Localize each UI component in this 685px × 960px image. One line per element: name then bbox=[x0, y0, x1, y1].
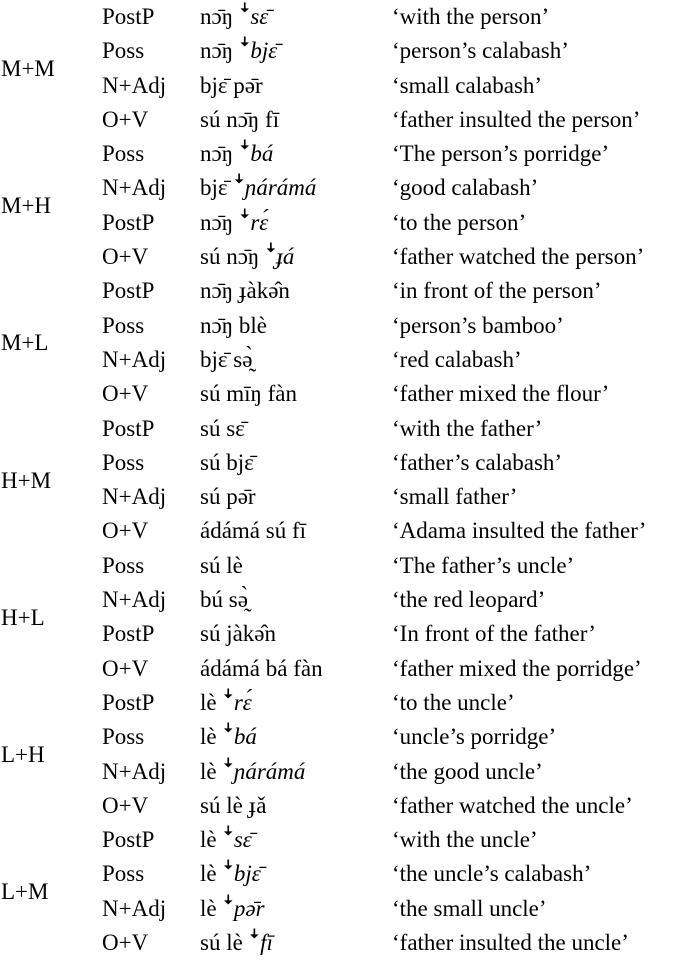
table-row bbox=[0, 652, 685, 686]
example-form bbox=[200, 309, 267, 343]
table-row bbox=[0, 137, 685, 171]
example-form bbox=[200, 823, 252, 857]
construction-type: N+Adj bbox=[102, 895, 167, 921]
construction-type: N+Adj bbox=[102, 346, 167, 372]
gloss: ‘the uncle’s calabash’ bbox=[392, 861, 592, 887]
example-form bbox=[200, 343, 252, 377]
construction-type: O+V bbox=[102, 518, 149, 544]
table-row bbox=[0, 720, 685, 754]
gloss: ‘in front of the person’ bbox=[392, 278, 602, 304]
form-plain: sú jàkə̂n bbox=[200, 621, 277, 647]
construction-type: PostP bbox=[102, 415, 155, 441]
construction-type: Poss bbox=[102, 552, 145, 578]
construction-type: N+Adj bbox=[102, 758, 167, 784]
construction-type: O+V bbox=[102, 655, 149, 681]
example-form bbox=[200, 137, 273, 171]
example-form bbox=[200, 34, 277, 68]
table-row bbox=[0, 514, 685, 548]
gloss: ‘with the person’ bbox=[392, 4, 550, 29]
example-form bbox=[200, 377, 297, 411]
form-italic: bjɛ̄ bbox=[233, 861, 261, 887]
construction-type: O+V bbox=[102, 930, 149, 956]
example-form bbox=[200, 857, 261, 891]
group-m-h bbox=[0, 137, 685, 274]
gloss: ‘person’s bamboo’ bbox=[392, 312, 564, 338]
table-row bbox=[0, 377, 685, 411]
example-form bbox=[200, 686, 252, 720]
gloss: ‘Adama insulted the father’ bbox=[392, 518, 647, 544]
example-form bbox=[200, 412, 245, 446]
form-plain: sú lè ɟǎ bbox=[200, 792, 267, 818]
form-plain: lè ꜜ bbox=[200, 689, 234, 715]
gloss: ‘uncle’s porridge’ bbox=[392, 724, 557, 750]
table-row bbox=[0, 69, 685, 103]
group-m-l bbox=[0, 274, 685, 411]
gloss: ‘father watched the uncle’ bbox=[392, 792, 633, 818]
example-form bbox=[200, 69, 263, 103]
table-row bbox=[0, 892, 685, 926]
group-label: H+M bbox=[1, 467, 52, 493]
gloss: ‘with the father’ bbox=[392, 415, 543, 441]
construction-type: Poss bbox=[102, 141, 145, 167]
example-form bbox=[200, 617, 276, 651]
table-row bbox=[0, 823, 685, 857]
table-row bbox=[0, 617, 685, 651]
table-row bbox=[0, 686, 685, 720]
example-form bbox=[200, 789, 266, 823]
group-label: M+M bbox=[1, 56, 55, 82]
gloss: ‘father insulted the person’ bbox=[392, 106, 641, 132]
construction-type: N+Adj bbox=[102, 72, 167, 98]
group-m-m bbox=[0, 0, 685, 137]
table-row bbox=[0, 789, 685, 823]
form-plain: sú pə̄r bbox=[200, 484, 256, 510]
form-plain: bú sə̰̀ bbox=[200, 587, 248, 613]
gloss: ‘In front of the father’ bbox=[392, 621, 596, 647]
example-form bbox=[200, 103, 279, 137]
gloss: ‘father mixed the porridge’ bbox=[392, 655, 642, 681]
form-italic: ɟá bbox=[276, 244, 295, 270]
gloss: ‘small father’ bbox=[392, 484, 518, 510]
table-row bbox=[0, 34, 685, 68]
group-label: L+M bbox=[1, 879, 49, 905]
example-form bbox=[200, 274, 290, 308]
group-h-l bbox=[0, 549, 685, 686]
group-label: L+H bbox=[1, 742, 45, 768]
example-form bbox=[200, 171, 316, 205]
form-plain: sú nɔ̄ŋ fī bbox=[200, 106, 280, 132]
gloss: ‘father’s calabash’ bbox=[392, 449, 563, 475]
gloss: ‘red calabash’ bbox=[392, 346, 522, 372]
form-italic: bjɛ̄ bbox=[250, 38, 278, 64]
example-form bbox=[200, 892, 265, 926]
example-form bbox=[200, 652, 323, 686]
form-plain: ádámá sú fī bbox=[200, 518, 307, 544]
table-row bbox=[0, 480, 685, 514]
table-row bbox=[0, 343, 685, 377]
form-plain: lè ꜜ bbox=[200, 827, 234, 853]
table-row bbox=[0, 206, 685, 240]
form-plain: lè ꜜ bbox=[200, 895, 234, 921]
construction-type: Poss bbox=[102, 38, 145, 64]
table-row bbox=[0, 103, 685, 137]
table-row bbox=[0, 0, 685, 34]
example-form bbox=[200, 926, 273, 960]
gloss: ‘the small uncle’ bbox=[392, 895, 547, 921]
group-label: M+L bbox=[1, 330, 49, 356]
form-plain: sú nɔ̄ŋ ꜜ bbox=[200, 244, 277, 270]
form-plain: nɔ̄ŋ ꜜ bbox=[200, 141, 251, 167]
form-italic: ɲárámá bbox=[244, 175, 317, 201]
gloss: ‘The person’s porridge’ bbox=[392, 141, 610, 167]
table-row bbox=[0, 171, 685, 205]
form-italic: rɛ́ bbox=[250, 209, 269, 235]
construction-type: N+Adj bbox=[102, 484, 167, 510]
form-italic: sɛ̄ bbox=[233, 827, 252, 853]
table-row bbox=[0, 926, 685, 960]
table-row bbox=[0, 583, 685, 617]
example-form bbox=[200, 549, 243, 583]
form-plain: nɔ̄ŋ ꜜ bbox=[200, 209, 251, 235]
construction-type: Poss bbox=[102, 449, 145, 475]
example-form bbox=[200, 446, 254, 480]
construction-type: PostP bbox=[102, 278, 155, 304]
gloss: ‘to the uncle’ bbox=[392, 689, 515, 715]
example-form bbox=[200, 240, 294, 274]
construction-type: Poss bbox=[102, 861, 145, 887]
form-plain: nɔ̄ŋ blè bbox=[200, 312, 267, 338]
construction-type: O+V bbox=[102, 792, 149, 818]
construction-type: O+V bbox=[102, 381, 149, 407]
gloss: ‘good calabash’ bbox=[392, 175, 539, 201]
gloss: ‘The father’s uncle’ bbox=[392, 552, 575, 578]
form-plain: sú lè bbox=[200, 552, 243, 578]
construction-type: PostP bbox=[102, 689, 155, 715]
gloss: ‘father watched the person’ bbox=[392, 244, 645, 270]
construction-type: PostP bbox=[102, 827, 155, 853]
construction-type: O+V bbox=[102, 106, 149, 132]
form-plain: lè ꜜ bbox=[200, 758, 234, 784]
form-plain: sú bjɛ̄ bbox=[200, 449, 254, 475]
gloss: ‘father mixed the flour’ bbox=[392, 381, 610, 407]
construction-type: N+Adj bbox=[102, 587, 167, 613]
example-form bbox=[200, 755, 305, 789]
group-label: M+H bbox=[1, 193, 52, 219]
form-plain: lè ꜜ bbox=[200, 724, 234, 750]
construction-type: O+V bbox=[102, 244, 149, 270]
example-form bbox=[200, 583, 248, 617]
table-row bbox=[0, 549, 685, 583]
example-form bbox=[200, 514, 306, 548]
gloss: ‘father insulted the uncle’ bbox=[392, 930, 629, 956]
example-form bbox=[200, 720, 257, 754]
form-plain: sú lè ꜜ bbox=[200, 930, 261, 956]
form-plain: bjɛ̄ ꜜ bbox=[200, 175, 245, 201]
group-l-h bbox=[0, 686, 685, 823]
gloss: ‘the good uncle’ bbox=[392, 758, 543, 784]
example-form bbox=[200, 206, 268, 240]
form-italic: sɛ̄ bbox=[250, 4, 269, 29]
group-h-m bbox=[0, 412, 685, 549]
construction-type: PostP bbox=[102, 621, 155, 647]
group-label: H+L bbox=[1, 604, 45, 630]
form-italic: fī bbox=[260, 930, 273, 956]
example-form bbox=[200, 0, 268, 34]
construction-type: N+Adj bbox=[102, 175, 167, 201]
table-row bbox=[0, 412, 685, 446]
form-italic: bá bbox=[233, 724, 257, 750]
table-row bbox=[0, 755, 685, 789]
table-row bbox=[0, 240, 685, 274]
form-italic: bá bbox=[250, 141, 274, 167]
example-form bbox=[200, 480, 256, 514]
group-l-m bbox=[0, 823, 685, 960]
form-italic: rɛ́ bbox=[233, 689, 252, 715]
table-row bbox=[0, 446, 685, 480]
gloss: ‘with the uncle’ bbox=[392, 827, 538, 853]
form-plain: nɔ̄ŋ ꜜ bbox=[200, 4, 251, 29]
form-plain: sú mīŋ fàn bbox=[200, 381, 297, 407]
form-plain: bjɛ̄ pə̄r bbox=[200, 72, 263, 98]
table-row bbox=[0, 274, 685, 308]
form-italic: ɲárámá bbox=[233, 758, 306, 784]
form-italic: pə̄r bbox=[233, 895, 265, 921]
form-plain: bjɛ̄ sə̰̀ bbox=[200, 346, 253, 372]
form-plain: sú sɛ̄ bbox=[200, 415, 245, 441]
form-plain: nɔ̄ŋ ɟàkə̂n bbox=[200, 278, 290, 304]
gloss: ‘small calabash’ bbox=[392, 72, 543, 98]
construction-type: PostP bbox=[102, 209, 155, 235]
construction-type: Poss bbox=[102, 312, 145, 338]
gloss: ‘to the person’ bbox=[392, 209, 527, 235]
form-plain: lè ꜜ bbox=[200, 861, 234, 887]
gloss: ‘the red leopard’ bbox=[392, 587, 546, 613]
table-row bbox=[0, 309, 685, 343]
form-plain: ádámá bá fàn bbox=[200, 655, 323, 681]
form-plain: nɔ̄ŋ ꜜ bbox=[200, 38, 251, 64]
table-row bbox=[0, 857, 685, 891]
construction-type: PostP bbox=[102, 4, 155, 29]
construction-type: Poss bbox=[102, 724, 145, 750]
gloss: ‘person’s calabash’ bbox=[392, 38, 569, 64]
